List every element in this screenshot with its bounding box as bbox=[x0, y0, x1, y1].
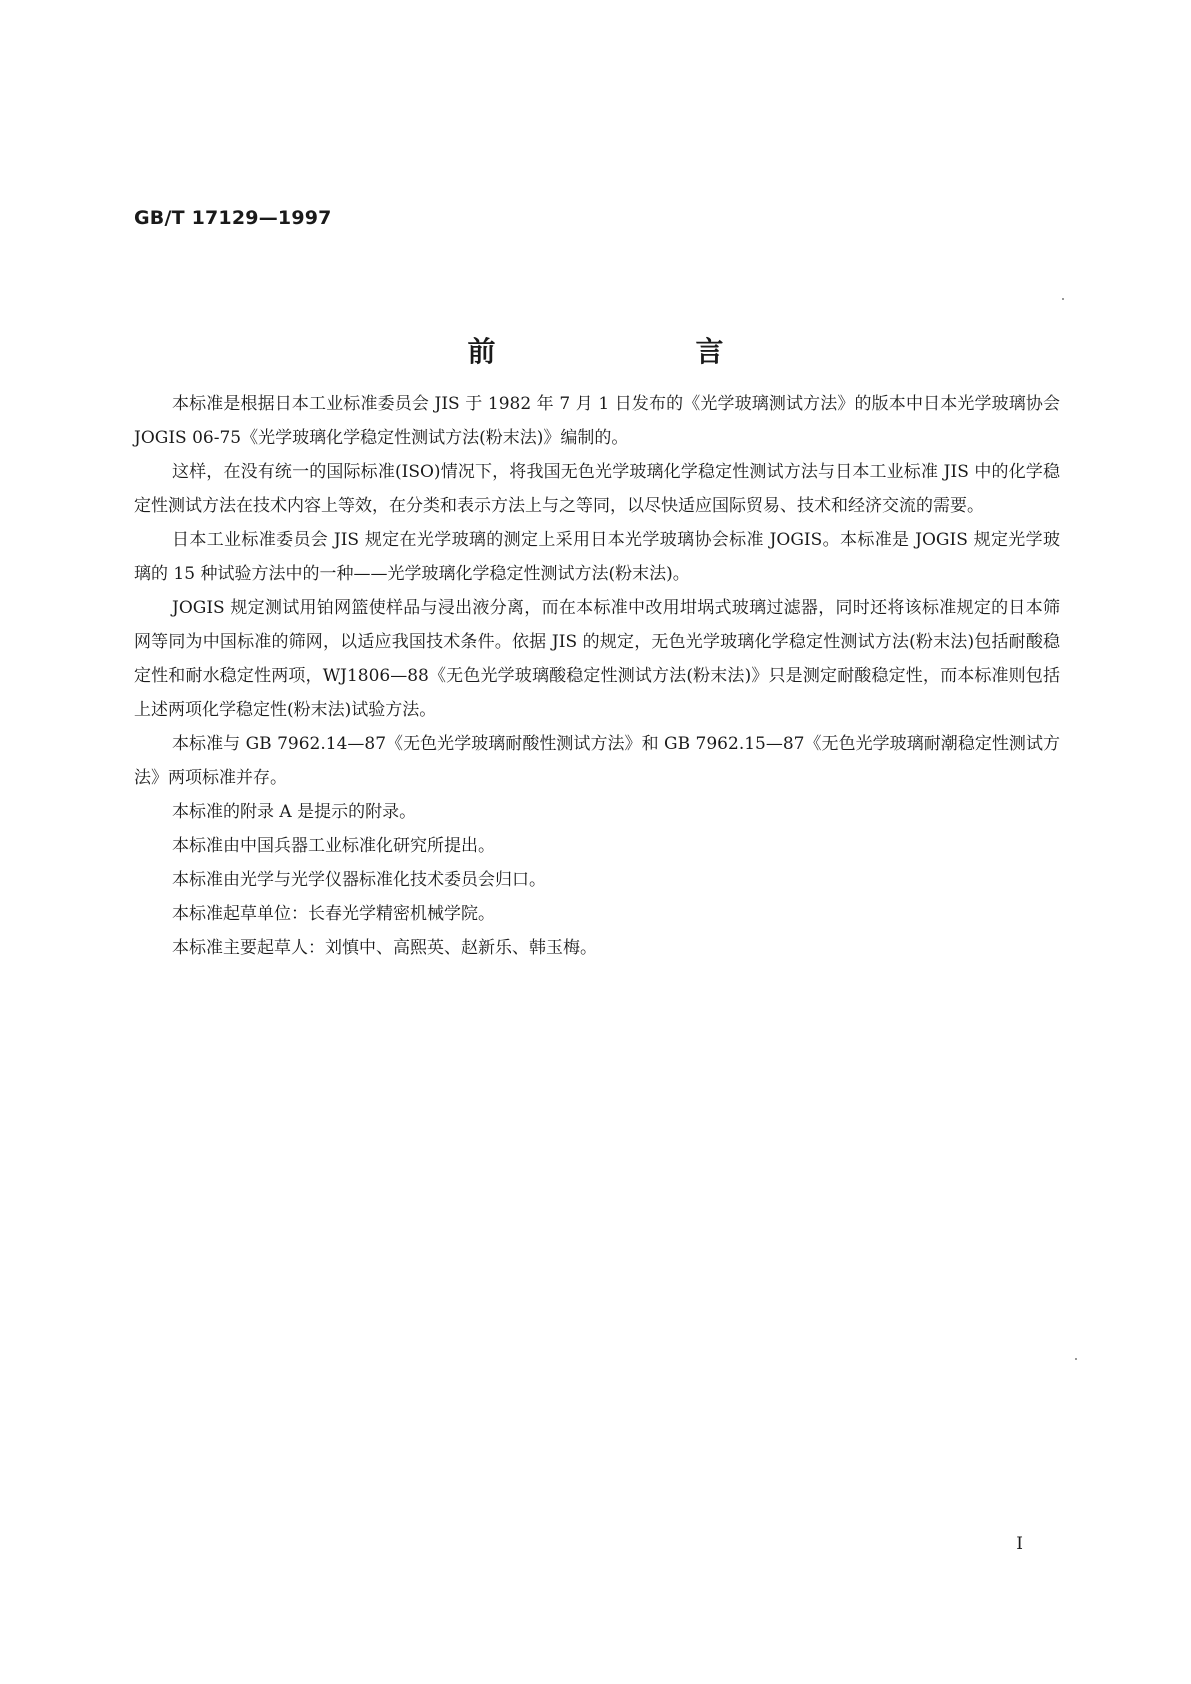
paragraph-source: 本标准是根据日本工业标准委员会 JIS 于 1982 年 7 月 1 日发布的《光学玻璃测试方法》的版本中日本光学玻璃协会 JOGIS 06-75《光学玻璃化学稳定性测试方法(粉末法)》编制的。 bbox=[134, 394, 1060, 448]
scan-speck-mark bbox=[1075, 1358, 1077, 1360]
paragraph-committee: 本标准由光学与光学仪器标准化技术委员会归口。 bbox=[172, 870, 546, 890]
paragraph-coexistence: 本标准与 GB 7962.14—87《无色光学玻璃耐酸性测试方法》和 GB 7962.15—87《无色光学玻璃耐潮稳定性测试方法》两项标准并存。 bbox=[134, 734, 1060, 788]
scan-speck-mark bbox=[1062, 298, 1064, 300]
paragraph-jogis-adoption: 日本工业标准委员会 JIS 规定在光学玻璃的测定上采用日本光学玻璃协会标准 JOGIS。本标准是 JOGIS 规定光学玻璃的 15 种试验方法中的一种——光学玻璃化学稳定性测试方法(粉末法)。 bbox=[134, 530, 1060, 584]
page-title: 前 言 bbox=[467, 335, 810, 368]
paragraph-method-changes: JOGIS 规定测试用铂网篮使样品与浸出液分离，而在本标准中改用坩埚式玻璃过滤器，同时还将该标准规定的日本筛网等同为中国标准的筛网，以适应我国技术条件。依据 JIS 的规定，无色光学玻璃化学稳定性测试方法(粉末法)包括耐酸稳定性和耐水稳定性两项，WJ1806—88《无色光学玻璃酸稳定性测试方法(粉末法)》只是测定耐酸稳定性，而本标准则包括上述两项化学稳定性(粉末法)试验方法。 bbox=[134, 598, 1060, 720]
paragraph-appendix: 本标准的附录 A 是提示的附录。 bbox=[172, 802, 417, 822]
paragraph-proposer: 本标准由中国兵器工业标准化研究所提出。 bbox=[172, 836, 495, 856]
page-number: I bbox=[1016, 1534, 1023, 1554]
standard-code: GB/T 17129—1997 bbox=[134, 207, 332, 229]
foreword-body bbox=[134, 387, 1060, 965]
paragraph-drafting-unit: 本标准起草单位：长春光学精密机械学院。 bbox=[172, 904, 495, 924]
paragraph-equivalence: 这样，在没有统一的国际标准(ISO)情况下，将我国无色光学玻璃化学稳定性测试方法与日本工业标准 JIS 中的化学稳定性测试方法在技术内容上等效，在分类和表示方法上与之等同，以尽快适应国际贸易、技术和经济交流的需要。 bbox=[134, 462, 1060, 516]
paragraph-drafters: 本标准主要起草人：刘慎中、高熙英、赵新乐、韩玉梅。 bbox=[172, 938, 597, 958]
